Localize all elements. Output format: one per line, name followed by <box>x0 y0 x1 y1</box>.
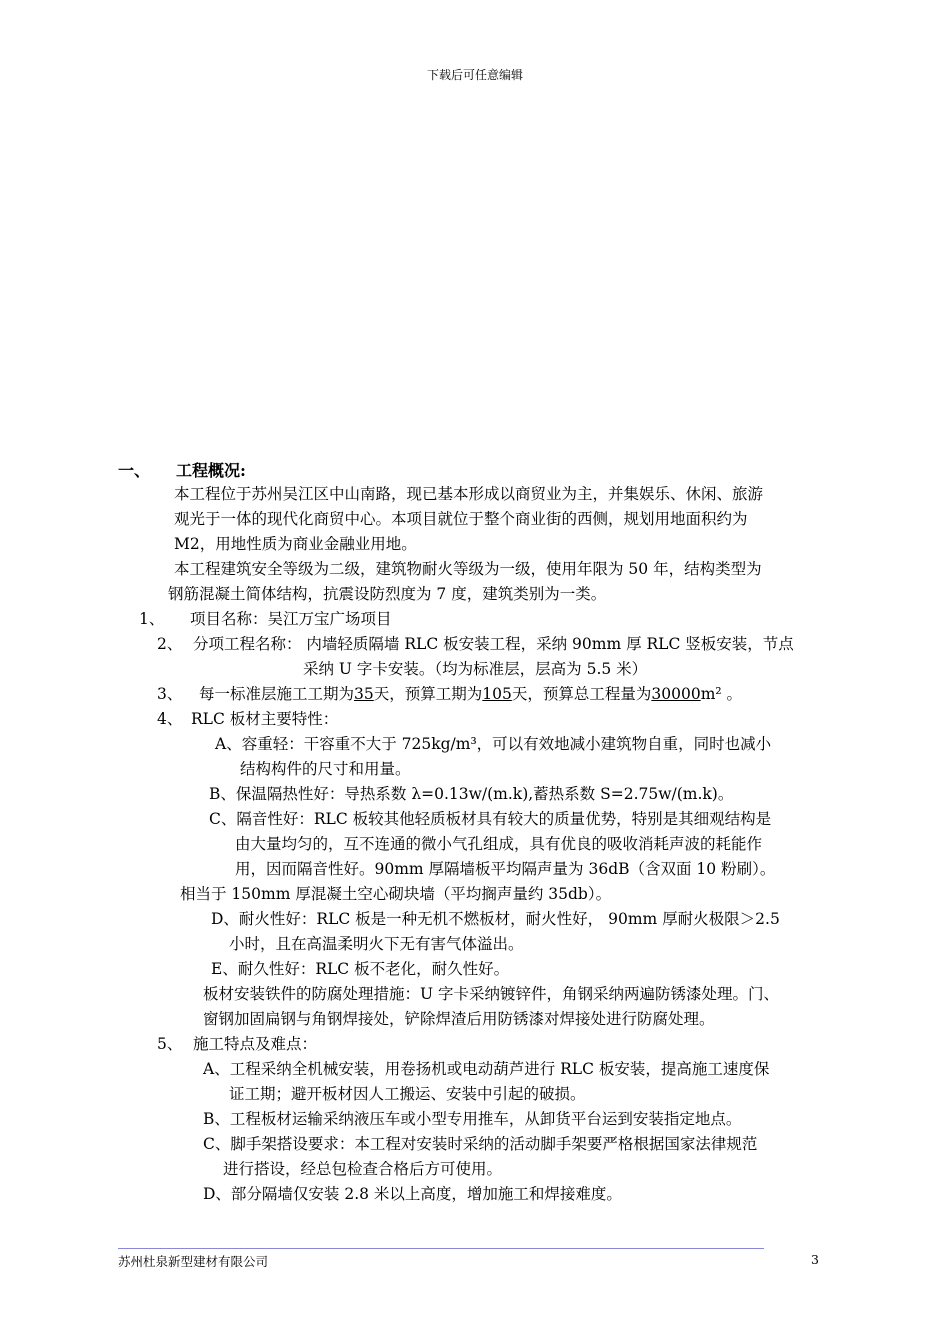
item-2-line1: 分项工程名称： 内墙轻质隔墙 RLC 板安装工程，采纳 90mm 厚 RLC 竖板安装，节点 <box>193 635 794 653</box>
overview-p2-line1: 本工程建筑安全等级为二级，建筑物耐火等级为一级，使用年限为 50 年，结构类型为 <box>174 560 762 578</box>
item-4-b: B、保温隔热性好：导热系数 λ=0.13w/(m.k),蓄热系数 S=2.75w/(m.k)。 <box>209 785 734 803</box>
item-3-mid2: 天，预算总工程量为 <box>511 685 652 703</box>
item-3-quantity: 30000 <box>651 685 701 703</box>
item-5-c-line1: C、脚手架搭设要求：本工程对安装时采纳的活动脚手架要严格根据国家法律规范 <box>203 1135 758 1153</box>
item-4-d-line2: 小时，且在高温柔明火下无有害气体溢出。 <box>229 935 524 953</box>
item-4-a-line1: A、容重轻：干容重不大于 725kg/m³，可以有效地减小建筑物自重，同时也减小 <box>215 735 772 753</box>
item-3-budget-days: 105 <box>482 685 512 703</box>
item-2-number: 2、 <box>157 635 183 653</box>
item-3-mid1: 天，预算工期为 <box>373 685 483 703</box>
overview-p1-line2: 观光于一体的现代化商贸中心。本项目就位于整个商业街的西侧，规划用地面积约为 <box>174 510 748 528</box>
item-4-c-line1: C、隔音性好：RLC 板较其他轻质板材具有较大的质量优势，特别是其细观结构是 <box>209 810 772 828</box>
item-3-pre: 每一标准层施工工期为 <box>199 685 355 703</box>
overview-p2-line2: 钢筋混凝土简体结构，抗震设防烈度为 7 度，建筑类别为一类。 <box>168 585 607 603</box>
page-number: 3 <box>811 1252 819 1267</box>
item-4-c-line2: 由大量均匀的，互不连通的微小气孔组成，具有优良的吸收消耗声波的耗能作 <box>235 835 763 853</box>
page-header: 下载后可任意编辑 <box>426 68 523 82</box>
section-title: 工程概况: <box>176 461 246 480</box>
item-5-number: 5、 <box>157 1035 183 1053</box>
item-4-title: RLC 板材主要特性： <box>191 710 339 728</box>
item-3-duration: 35 <box>354 685 374 703</box>
section-number: 一、 <box>118 461 151 480</box>
overview-p1-line3: M2，用地性质为商业金融业用地。 <box>174 535 417 553</box>
item-5-c-line2: 进行搭设，经总包检查合格后方可使用。 <box>223 1160 503 1178</box>
item-5-d: D、部分隔墙仅安装 2.8 米以上高度，增加施工和焊接难度。 <box>203 1185 622 1203</box>
overview-p1-line1: 本工程位于苏州吴江区中山南路，现已基本形成以商贸业为主，并集娱乐、休闲、旅游 <box>174 485 764 503</box>
item-4-e: E、耐久性好：RLC 板不老化，耐久性好。 <box>211 960 510 978</box>
item-4-number: 4、 <box>157 710 183 728</box>
item-5-b: B、工程板材运输采纳液压车或小型专用推车，从卸货平台运到安装指定地点。 <box>203 1110 742 1128</box>
item-4-f-line2: 窗钢加固扁钢与角钢焊接处，铲除焊渣后用防锈漆对焊接处进行防腐处理。 <box>203 1010 715 1028</box>
item-5-a-line2: 证工期；避开板材因人工搬运、安装中引起的破损。 <box>229 1085 586 1103</box>
footer-company: 苏州杜泉新型建材有限公司 <box>118 1254 269 1269</box>
item-3-number: 3、 <box>157 685 183 703</box>
item-4-c-line4: 相当于 150mm 厚混凝土空心砌块墙（平均搁声量约 35db）。 <box>180 885 612 903</box>
item-5-title: 施工特点及难点： <box>193 1035 318 1053</box>
item-1-text: 项目名称：吴江万宝广场项目 <box>190 610 392 628</box>
item-4-c-line3: 用，因而隔音性好。90mm 厚隔墙板平均隔声量为 36dB（含双面 10 粉刷）。 <box>235 860 776 878</box>
item-3-post: m² 。 <box>700 685 743 703</box>
footer-rule <box>118 1248 764 1249</box>
item-3-text <box>199 684 742 704</box>
item-4-f-line1: 板材安装铁件的防腐处理措施：U 字卡采纳镀锌件，角钢采纳两遍防锈漆处理。门、 <box>203 985 779 1003</box>
item-4-d-line1: D、耐火性好：RLC 板是一种无机不燃板材，耐火性好， 90mm 厚耐火极限＞2.5 <box>211 910 780 928</box>
item-2-line2: 采纳 U 字卡安装。（均为标准层，层高为 5.5 米） <box>303 660 648 678</box>
item-1-number: 1、 <box>139 610 165 628</box>
item-4-a-line2: 结构构件的尺寸和用量。 <box>240 760 411 778</box>
item-5-a-line1: A、工程采纳全机械安装，用卷扬机或电动葫芦进行 RLC 板安装，提高施工速度保 <box>203 1060 770 1078</box>
